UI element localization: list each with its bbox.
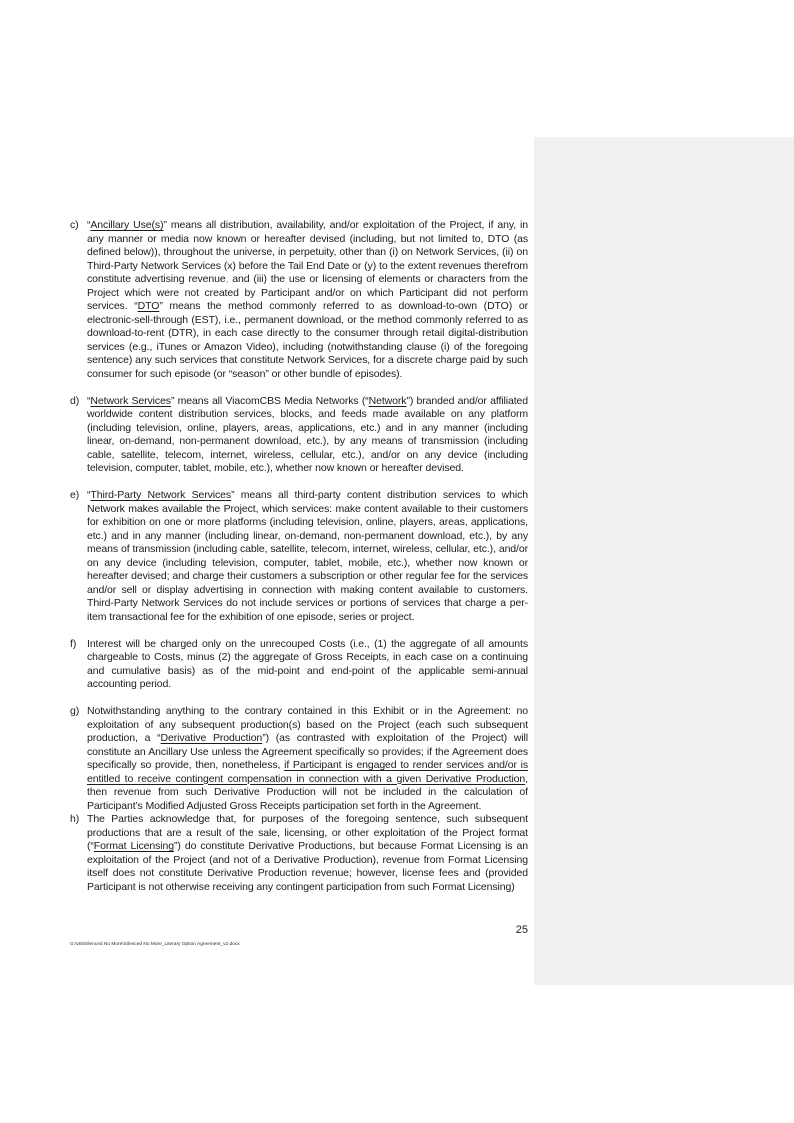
text-run: ”) (as contrasted with exploitation of the Project) will constitute an Ancillary Use unless the Agreement specifically so provides; if the Agreement does specifically so provide, then, nonetheless,	[87, 732, 529, 771]
defined-term: Format Licensing	[93, 840, 174, 852]
clause-text	[87, 395, 528, 476]
clause-label: c)	[70, 219, 79, 231]
clause-text	[87, 638, 528, 692]
clause-paragraph	[70, 395, 528, 476]
clause-text	[87, 219, 528, 381]
clause-text	[87, 489, 528, 624]
clause-label: e)	[70, 489, 80, 501]
clause-label: f)	[70, 637, 77, 650]
clause-label: d)	[70, 394, 80, 407]
footer-file-path: G:\vt5\Silenced No More\Silenced No More_Literary Option Agreement_v2.docx	[70, 941, 240, 947]
defined-term: Third-Party Network Services	[90, 489, 232, 501]
clause-paragraph	[70, 219, 528, 381]
defined-term: Derivative Production	[160, 732, 263, 744]
clause-paragraph	[70, 705, 528, 813]
text-run: ,	[225, 273, 229, 285]
text-run: Notwithstanding anything to the contrary contained in this Exhibit or in the Agreement: no exploitation of any subsequent production(s) based on the Project (each such subsequent production, a “	[87, 705, 528, 744]
text-run: and (iii) the use or licensing of elements or characters from the Project which were not created by Participant and/or on which Participant did not perform services. “	[87, 273, 529, 312]
clause-paragraph	[70, 489, 528, 624]
document-body	[70, 219, 528, 908]
text-run: “	[87, 394, 91, 407]
defined-term: Ancillary Use(s)	[90, 219, 164, 231]
text-run: ” means the method commonly referred to as download-to-own (DTO) or electronic-sell-through (EST), i.e., permanent download, or the method commonly referred to as download-to-rent (DTR), in each case directly to the consumer through retail digital-distribution services (e.g., iTunes or Amazon Video), including (notwithstanding clause (i) of the foregoing sentence) any such services that constitute Network Services, for a discrete charge paid by such consumer for such episode (or “season” or other bundle of episodes).	[87, 300, 528, 380]
text-run: Interest will be charged only on the unrecouped Costs (i.e., (1) the aggregate of all amounts chargeable to Costs, minus (2) the aggregate of Gross Receipts, in each case on a continuing and cumulative basis) as of the mid-point and end-point of the applicable semi-annual accounting period.	[87, 637, 528, 690]
clause-text	[87, 813, 528, 894]
defined-term: DTO	[137, 300, 160, 312]
text-run: ” means all distribution, availability, and/or exploitation of the Project, if any, in any manner or media now known or hereafter devised (including, but not limited to, DTO (as defined below)), throughout the universe, in perpetuity, other than (i) on Network Services, (ii) on Third-Party Network Services (x) before the Tail End Date or (y) to the extent revenues therefrom constitute advertising revenue	[87, 219, 528, 285]
clause-paragraph	[70, 813, 528, 894]
clause-text	[87, 705, 528, 813]
text-run: “	[87, 489, 91, 501]
text-run: “	[87, 219, 91, 231]
defined-term: if Participant is engaged to render services and/or is entitled to receive contingent compensation in connection with a given Derivative Production	[87, 759, 528, 785]
page-number: 25	[515, 924, 528, 936]
clause-label: g)	[70, 705, 80, 717]
text-run: ”) do constitute Derivative Productions, but because Format Licensing is an exploitation of the Project (and not of a Derivative Production), revenue from Format Licensing itself does not constitute Derivative Production revenue; however, license fees and (provided Participant is not otherwise receiving any contingent participation from such Format Licensing)	[87, 840, 528, 893]
text-run: ” means all third-party content distribution services to which Network makes available the Project, which services: make content available to their customers for exhibition on one or more platforms (including television, online, players, areas, applications, etc.) and in any manner (including linear, on-demand, non-permanent download, etc.), by any means of transmission (including cable, satellite, telecom, internet, wireless, cellular, etc.), and/or on any device (including television, computer, tablet, mobile, etc.), whether now known or hereafter devised; and charge their customers a subscription or other regular fee for the services and/or sell or display advertising in connection with making content available to customers. Third-Party Network Services do not include services or portions of services that charge a per-item transactional fee for the exhibition of one episode, series or project.	[87, 489, 528, 623]
clause-list	[70, 219, 528, 894]
defined-term: Network	[368, 394, 407, 407]
text-run: The Parties acknowledge that, for purposes of the foregoing sentence, such subsequent productions that are a result of the sale, licensing, or other exploitation of the Project format (“	[87, 813, 528, 852]
clause-label: h)	[70, 813, 80, 825]
text-run: , then revenue from such Derivative Production will not be included in the calculation of Participant’s Modified Adjusted Gross Receipts participation set forth in the Agreement.	[87, 772, 528, 812]
gray-overlay-region	[534, 137, 794, 985]
text-run: ”) branded and/or affiliated worldwide content distribution services, blocks, and feeds made available on any platform (including television, online, players, areas, applications, etc.) and in any manner (including linear, on-demand, non-permanent download, etc.), by any means of transmission (including cable, satellite, telecom, internet, wireless, cellular, etc.), and/or on any device (including television, computer, tablet, mobile, etc.), whether now known or hereafter devised.	[87, 394, 529, 474]
text-run: ” means all ViacomCBS Media Networks (“	[170, 394, 369, 407]
defined-term: Network Services	[90, 394, 171, 407]
clause-paragraph	[70, 638, 528, 692]
